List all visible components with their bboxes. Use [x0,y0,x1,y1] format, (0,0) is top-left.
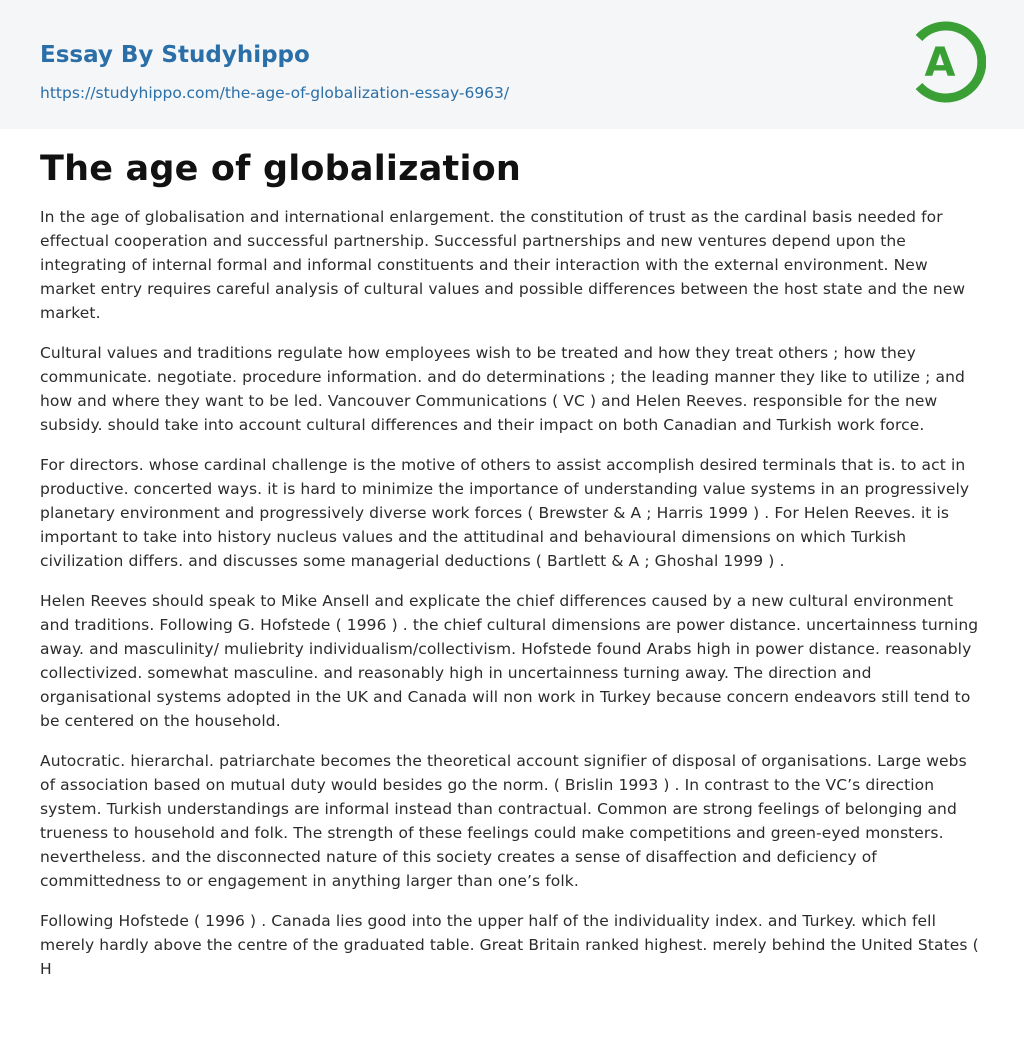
logo-letter: A [924,40,956,86]
essay-content [0,129,1024,981]
source-url-link[interactable]: https://studyhippo.com/the-age-of-globalization-essay-6963/ [40,84,510,102]
essay-title: The age of globalization [40,149,522,189]
site-header [0,0,1024,129]
essay-paragraph: Helen Reeves should speak to Mike Ansell and explicate the chief differences caused by a new cultural environment and traditions. Following G. Hofstede ( 1996 ) . the chief cultural dimensions are power distance. uncertainness turning away. and masculinity/ muliebrity individualism/collectivism. Hofstede found Arabs high in power distance. reasonably collectivized. somewhat masculine. and reasonably high in uncertainness turning away. The direction and organisational systems adopted in the UK and Canada will non work in Turkey because concern endeavors still tend to be centered on the household. [40,592,979,730]
studyhippo-logo-icon [912,18,986,106]
essay-paragraph: Cultural values and traditions regulate how employees wish to be treated and how they treat others ; how they communicate. negotiate. procedure information. and do determinations ; the leading manner they like to utilize ; and how and where they want to be led. Vancouver Communications ( VC ) and Helen Reeves. responsible for the new subsidy. should take into account cultural differences and their impact on both Canadian and Turkish work force. [40,344,965,434]
essay-paragraph: Autocratic. hierarchal. patriarchate becomes the theoretical account signifier of disposal of organisations. Large webs of association based on mutual duty would besides go the norm. ( Brislin 1993 ) . In contrast to the VC’s direction system. Turkish understandings are informal instead than contractual. Common are strong feelings of belonging and trueness to household and folk. The strength of these feelings could make competitions and green-eyed monsters. nevertheless. and the disconnected nature of this society creates a sense of disaffection and deficiency of committedness to or engagement in anything larger than one’s folk. [40,752,967,890]
essay-paragraph: In the age of globalisation and international enlargement. the constitution of trust as the cardinal basis needed for effectual cooperation and successful partnership. Successful partnerships and new ventures depend upon the integrating of internal formal and informal constituents and their interaction with the external environment. New market entry requires careful analysis of cultural values and possible differences between the host state and the new market. [40,208,966,322]
essay-paragraph: Following Hofstede ( 1996 ) . Canada lies good into the upper half of the individuality index. and Turkey. which fell merely hardly above the centre of the graduated table. Great Britain ranked highest. merely behind the United States ( H [40,912,979,978]
essay-paragraph: For directors. whose cardinal challenge is the motive of others to assist accomplish desired terminals that is. to act in productive. concerted ways. it is hard to minimize the importance of understanding value systems in an progressively planetary environment and progressively diverse work forces ( Brewster & A ; Harris 1999 ) . For Helen Reeves. it is important to take into history nucleus values and the attitudinal and behavioural dimensions on which Turkish civilization differs. and discusses some managerial deductions ( Bartlett & A ; Ghoshal 1999 ) . [40,456,970,570]
brand-title: Essay By Studyhippo [40,42,310,68]
